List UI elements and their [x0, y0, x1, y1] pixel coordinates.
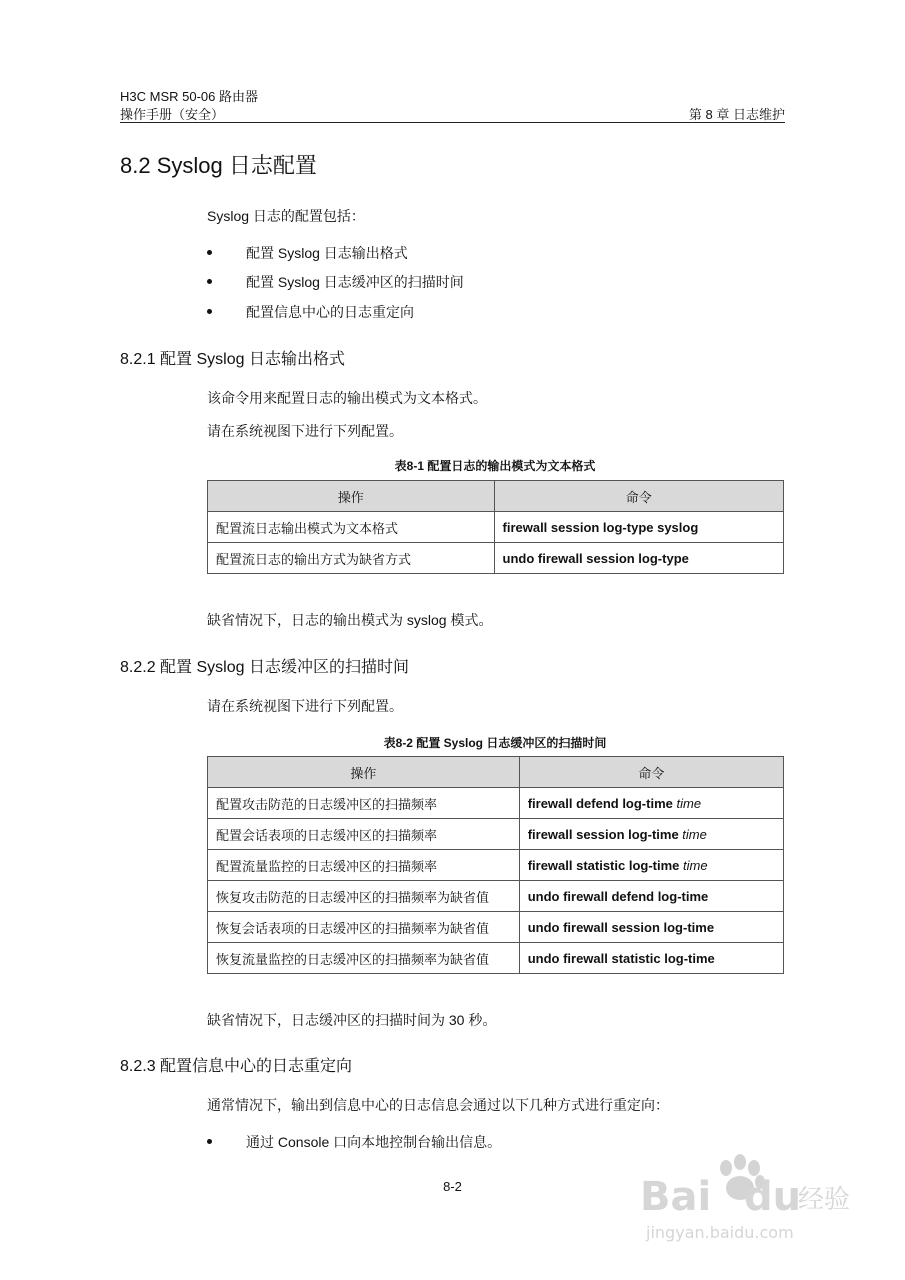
bullet-dot-icon — [207, 1139, 212, 1144]
command-text: firewall statistic log-time — [527, 857, 684, 873]
svg-text:Bai: Bai — [640, 1174, 712, 1220]
svg-text:du: du — [744, 1174, 802, 1220]
table-header-row — [208, 481, 784, 512]
table-header-cell: 命令 — [519, 757, 783, 788]
bullet-dot-icon — [207, 250, 212, 255]
baidu-watermark-logo — [640, 1150, 860, 1250]
command-text: undo firewall defend log-time — [527, 888, 709, 904]
table-cell-operation: 配置会话表项的日志缓冲区的扫描频率 — [208, 819, 520, 850]
table-header-row — [208, 757, 784, 788]
s1-note: 缺省情况下，日志的输出模式为 syslog 模式。 — [207, 612, 493, 628]
command-text: undo firewall statistic log-time — [527, 950, 715, 966]
table-cell-operation: 配置流量监控的日志缓冲区的扫描频率 — [208, 850, 520, 881]
table-caption-1: 表8-1 配置日志的输出模式为文本格式 — [394, 459, 596, 473]
s3-paragraph-1: 通常情况下，输出到信息中心的日志信息会通过以下几种方式进行重定向： — [207, 1097, 669, 1113]
svg-text:jingyan.baidu.com: jingyan.baidu.com — [646, 1223, 794, 1242]
command-argument: time — [683, 857, 708, 873]
s1-paragraph-2: 请在系统视图下进行下列配置。 — [207, 423, 403, 439]
subsection-title-3: 8.2.3 配置信息中心的日志重定向 — [120, 1058, 353, 1075]
table-row — [208, 512, 784, 543]
command-table-1 — [207, 480, 784, 574]
page-number: 8-2 — [443, 1179, 462, 1194]
table-cell-command: undo firewall session log-type — [494, 543, 784, 574]
table-cell-operation: 配置攻击防范的日志缓冲区的扫描频率 — [208, 788, 520, 819]
header-chapter: 第 8 章 日志维护 — [688, 107, 785, 122]
table-cell-command — [519, 788, 783, 819]
table-row — [208, 819, 784, 850]
subsection-title-2: 8.2.2 配置 Syslog 日志缓冲区的扫描时间 — [120, 659, 409, 676]
table-cell-command — [519, 881, 783, 912]
bullet-text: 通过 Console 口向本地控制台输出信息。 — [246, 1134, 502, 1150]
table-cell-operation: 配置流日志输出模式为文本格式 — [208, 512, 495, 543]
command-text: undo firewall session log-time — [527, 919, 715, 935]
table-row — [208, 543, 784, 574]
svg-text:经验: 经验 — [798, 1185, 851, 1215]
table-cell-operation: 恢复流量监控的日志缓冲区的扫描频率为缺省值 — [208, 943, 520, 974]
section-title: 8.2 Syslog 日志配置 — [120, 153, 317, 178]
table-cell-command — [519, 912, 783, 943]
command-argument: time — [676, 795, 702, 811]
command-text: firewall session log-time — [527, 826, 683, 842]
table-header-cell: 命令 — [494, 481, 784, 512]
bullet-dot-icon — [207, 309, 212, 314]
table-row — [208, 788, 784, 819]
header-manual: 操作手册（安全） — [120, 107, 225, 122]
table-row — [208, 850, 784, 881]
table-cell-operation: 恢复会话表项的日志缓冲区的扫描频率为缺省值 — [208, 912, 520, 943]
table-row — [208, 943, 784, 974]
table-cell-command — [519, 850, 783, 881]
table-caption-2: 表8-2 配置 Syslog 日志缓冲区的扫描时间 — [383, 736, 607, 750]
table-cell-operation: 配置流日志的输出方式为缺省方式 — [208, 543, 495, 574]
s1-paragraph-1: 该命令用来配置日志的输出模式为文本格式。 — [207, 390, 487, 406]
table-row — [208, 881, 784, 912]
subsection-title-1: 8.2.1 配置 Syslog 日志输出格式 — [120, 351, 345, 368]
bullet-text: 配置 Syslog 日志输出格式 — [246, 245, 408, 261]
table-header-cell: 操作 — [208, 757, 520, 788]
table-header-cell: 操作 — [208, 481, 495, 512]
s2-paragraph-1: 请在系统视图下进行下列配置。 — [207, 698, 403, 714]
header-product: H3C MSR 50-06 路由器 — [120, 89, 258, 104]
command-text: firewall defend log-time — [527, 795, 677, 811]
table-cell-operation: 恢复攻击防范的日志缓冲区的扫描频率为缺省值 — [208, 881, 520, 912]
bullet-text: 配置信息中心的日志重定向 — [246, 304, 414, 320]
table-row — [208, 912, 784, 943]
table-cell-command — [519, 943, 783, 974]
bullet-dot-icon — [207, 279, 212, 284]
table-cell-command — [519, 819, 783, 850]
header-divider — [120, 122, 785, 123]
bullet-text: 配置 Syslog 日志缓冲区的扫描时间 — [246, 274, 464, 290]
command-table-2 — [207, 756, 784, 974]
section-intro: Syslog 日志的配置包括： — [207, 208, 365, 224]
s2-note: 缺省情况下，日志缓冲区的扫描时间为 30 秒。 — [207, 1012, 497, 1028]
command-argument: time — [682, 826, 707, 842]
table-cell-command: firewall session log-type syslog — [494, 512, 784, 543]
